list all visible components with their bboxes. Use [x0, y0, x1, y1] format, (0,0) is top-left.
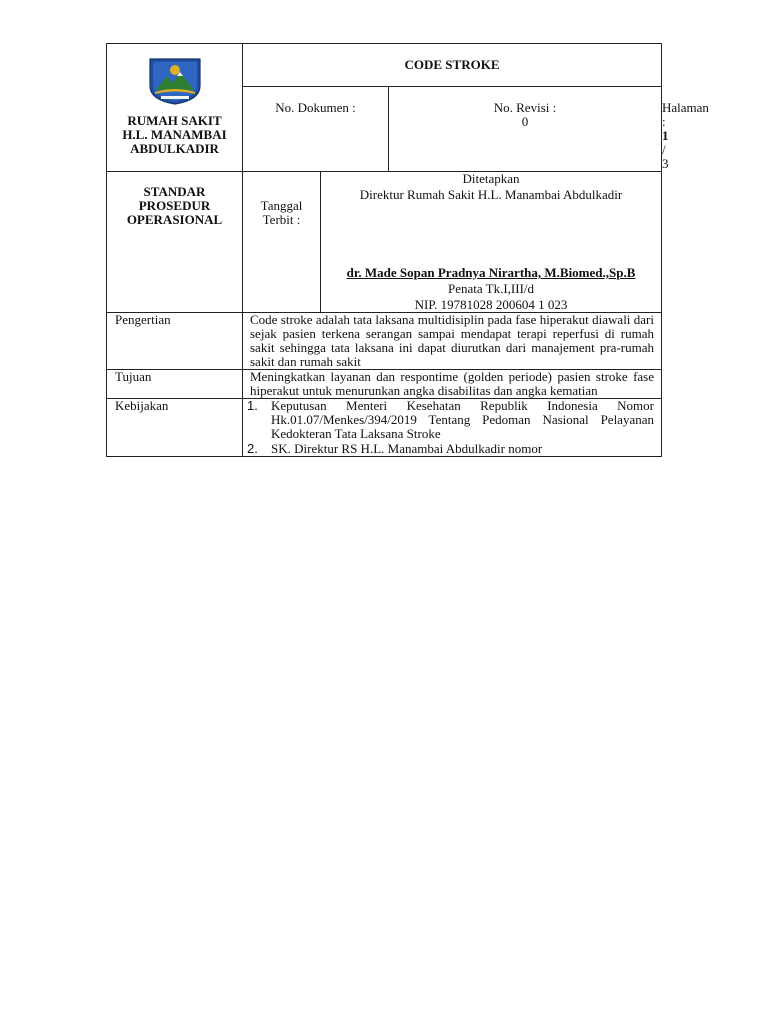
- list-item: [243, 399, 654, 441]
- section-label: Kebijakan: [107, 399, 243, 457]
- list-item-number: 1.: [247, 398, 258, 413]
- no-revisi-value: 0: [521, 114, 529, 129]
- list-item-text: SK. Direktur RS H.L. Manambai Abdulkadir nomor: [271, 441, 543, 456]
- kebijakan-list-cell: [243, 399, 662, 457]
- no-revisi-label: No. Revisi :: [493, 100, 557, 115]
- signatory-nip: NIP. 19781028 200604 1 023: [414, 297, 568, 312]
- sop-line2: PROSEDUR: [138, 198, 211, 213]
- hospital-name-line3: ABDULKADIR: [130, 141, 219, 156]
- ditetapkan-label: Ditetapkan: [462, 171, 520, 186]
- no-dokumen-cell: [243, 87, 389, 172]
- document-title: CODE STROKE: [243, 44, 662, 87]
- signatory-name: dr. Made Sopan Pradnya Nirartha, M.Biomed.,Sp.B: [346, 265, 636, 280]
- section-row-kebijakan: [107, 399, 662, 457]
- section-row-tujuan: [107, 370, 662, 399]
- tanggal-label-line1: Tanggal: [260, 198, 303, 213]
- sop-line1: STANDAR: [143, 184, 206, 199]
- tanggal-terbit-cell: [243, 172, 321, 313]
- sop-line3: OPERASIONAL: [126, 212, 223, 227]
- halaman-current: 1: [662, 128, 669, 143]
- provincial-crest-icon: [147, 56, 203, 106]
- tanggal-label-line2: Terbit :: [262, 212, 301, 227]
- section-text: Code stroke adalah tata laksana multidisiplin pada fase hiperakut diawali dari sejak pasien terkena serangan sampai mendapat terapi reperfusi di rumah sakit sehingga tata laksana ini dapat diurutkan dari manajement pra-rumah sakit dan rumah sakit: [243, 313, 662, 370]
- procedure-content-table: [106, 312, 662, 457]
- list-item-number: 2.: [247, 441, 258, 456]
- direktur-title: Direktur Rumah Sakit H.L. Manambai Abdulkadir: [359, 187, 623, 202]
- sop-label-cell: [107, 172, 243, 313]
- signatory-rank: Penata Tk.I,III/d: [447, 281, 535, 296]
- halaman-total: / 3: [662, 142, 669, 171]
- hospital-logo: [107, 44, 242, 106]
- no-dokumen-label: No. Dokumen :: [275, 100, 356, 115]
- document-header-table: RUMAH SAKIT H.L. MANAMBAI ABDULKADIR CODE STROKE No. Dokumen : No. Revisi : 0 Halaman : 1 / 3 STANDAR PROSEDUR OPERASIONAL Tanggal Terbit : Ditetapkan Direktur Rumah Sakit H.L. Manambai Abdulkadir dr. Made Sopan Pradnya Nirartha, M.Biomed.,Sp.B Penata Tk.I,III/d NIP. 19781028 200604 1 023: [106, 43, 662, 313]
- hospital-name-line2: H.L. MANAMBAI: [122, 127, 227, 142]
- section-row-pengertian: [107, 313, 662, 370]
- list-item: [243, 442, 654, 456]
- section-label: Pengertian: [107, 313, 243, 370]
- hospital-name-line1: RUMAH SAKIT: [127, 113, 222, 128]
- section-label: Tujuan: [107, 370, 243, 399]
- no-revisi-cell: [389, 87, 662, 172]
- section-text: Meningkatkan layanan dan respontime (golden periode) pasien stroke fase hiperakut untuk menurunkan angka disabilitas dan angka kematian: [243, 370, 662, 399]
- list-item-text: Keputusan Menteri Kesehatan Republik Indonesia Nomor Hk.01.07/Menkes/394/2019 Tentang Pedoman Nasional Pelayanan Kedokteran Tata Laksana Stroke: [271, 398, 654, 441]
- approval-cell: [321, 172, 662, 313]
- hospital-identity-cell: [107, 44, 243, 172]
- kebijakan-list: [243, 399, 654, 456]
